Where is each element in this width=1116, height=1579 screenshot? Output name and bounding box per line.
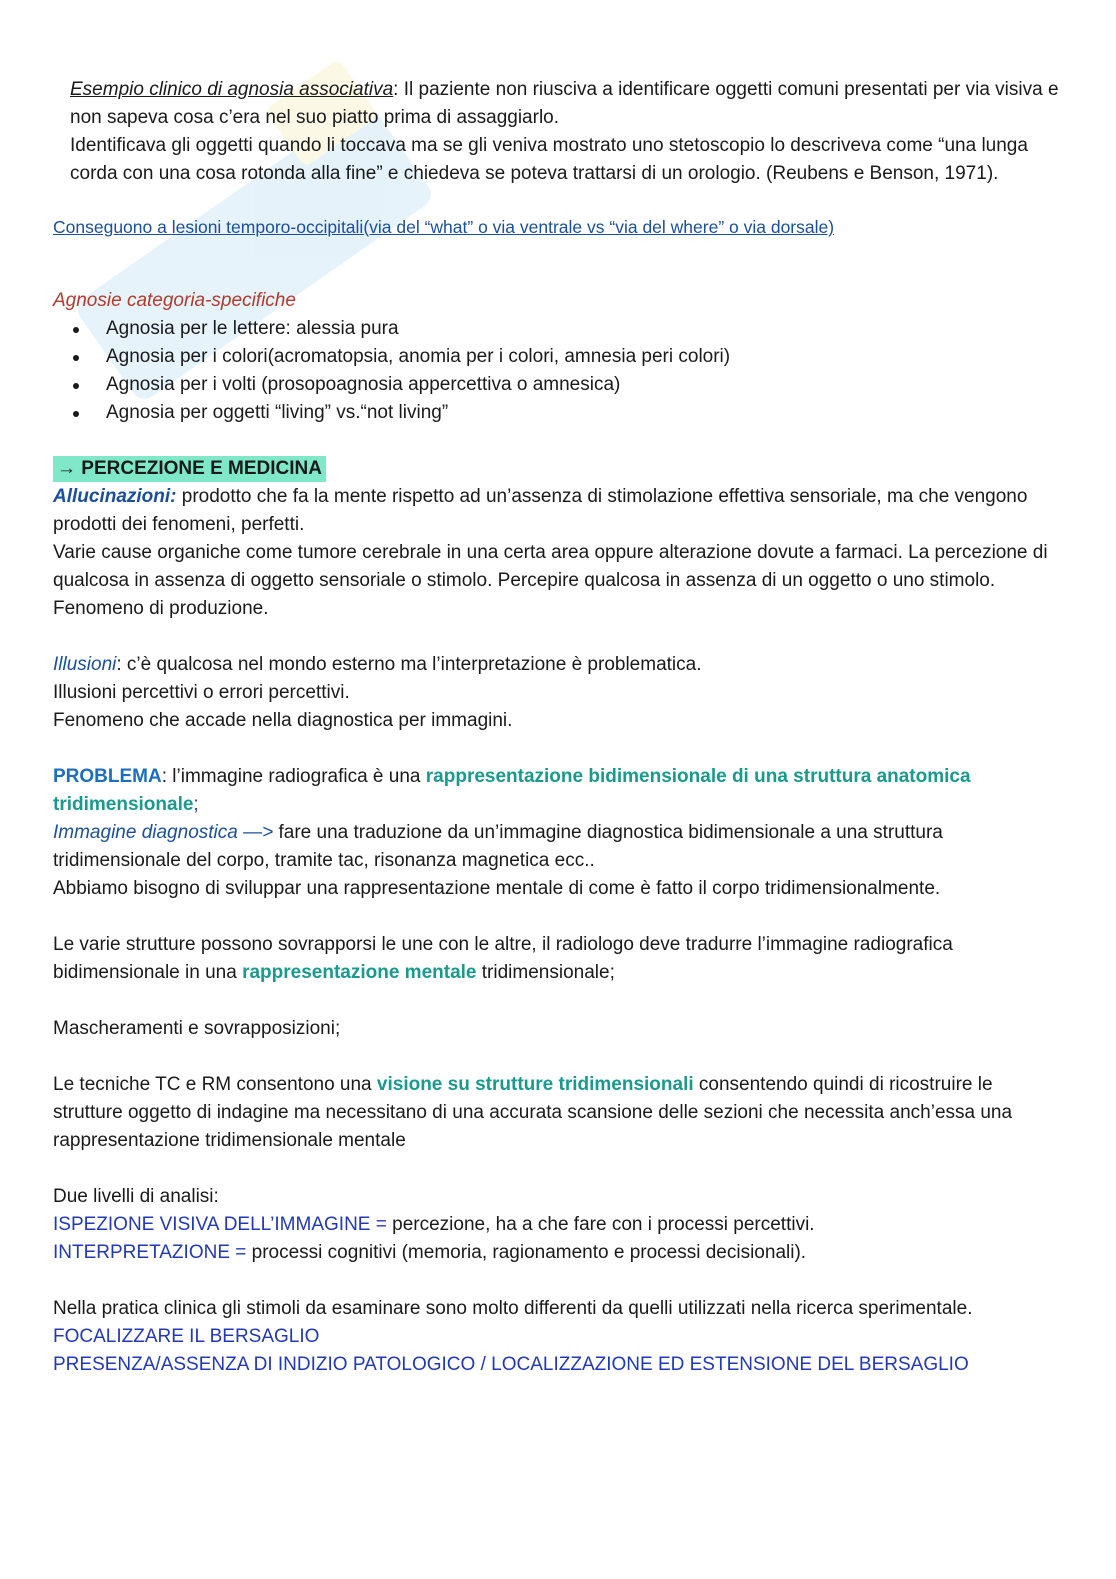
list-item: Agnosia per oggetti “living” vs.“not living” — [53, 399, 1063, 427]
mascheramenti-line: Mascheramenti e sovrapposizioni; — [53, 1018, 341, 1039]
problema-paragraph — [53, 763, 1063, 819]
livello-1-text: percezione, ha a che fare con i processi percettivi. — [386, 1214, 815, 1235]
clinical-example — [53, 76, 1063, 132]
problema-end: ; — [193, 794, 199, 815]
tecniche-highlight: visione su strutture tridimensionali — [376, 1074, 694, 1095]
strutture-highlight: rappresentazione mentale — [242, 962, 477, 983]
livello-2-term: INTERPRETAZIONE = — [53, 1242, 247, 1263]
strutture-paragraph — [53, 931, 1063, 987]
livello-1-term: ISPEZIONE VISIVA DELL’IMMAGINE = — [53, 1214, 387, 1235]
problema-text-2: Abbiamo bisogno di sviluppar una rappresentazione mentale di come è fatto il corpo tridimensionalmente. — [53, 878, 941, 899]
allucinazioni-text: prodotto che fa la mente rispetto ad un’assenza di stimolazione effettiva sensoriale, ma che vengono prodotti dei fenomeni, perfetti. — [53, 486, 1028, 535]
allucinazioni-term: Allucinazioni: — [53, 486, 177, 507]
livelli-intro: Due livelli di analisi: — [53, 1186, 219, 1207]
illusioni-paragraph — [53, 651, 1063, 679]
tecniche-paragraph — [53, 1071, 1063, 1155]
allucinazioni-paragraph — [53, 483, 1063, 539]
list-item: Agnosia per i colori(acromatopsia, anomia per i colori, amnesia peri colori) — [53, 343, 1063, 371]
strutture-text-2: tridimensionale; — [476, 962, 615, 983]
livello-2-text: processi cognitivi (memoria, ragionamento e processi decisionali). — [246, 1242, 807, 1263]
illusioni-text-3: Fenomeno che accade nella diagnostica per immagini. — [53, 710, 513, 731]
pratica-line-1: FOCALIZZARE IL BERSAGLIO — [53, 1326, 320, 1347]
example-text: : Il paziente non riusciva a identificare oggetti comuni presentati per via visiva e non sapeva cosa c’era nel suo piatto prima di assaggiarlo. — [70, 79, 1059, 128]
strutture-text: Le varie strutture possono sovrapporsi le une con le altre, il radiologo deve tradurre l’immagine radiografica bidimensionale in una — [53, 934, 953, 983]
lesion-link[interactable]: Conseguono a lesioni temporo-occipitali(via del “what” o via ventrale vs “via del where” o via dorsale) — [53, 217, 835, 237]
agnosie-heading: Agnosie categoria-specifiche — [53, 290, 296, 311]
illusioni-term: Illusioni — [53, 654, 117, 675]
diagnostica-paragraph — [53, 819, 1063, 875]
tecniche-text-2: consentendo quindi di ricostruire le strutture oggetto di indagine ma necessitano di una accurata scansione delle sezioni che necessita anch’essa una rappresentazione tridimensionale mentale — [53, 1074, 1013, 1151]
allucinazioni-text-2: Varie cause organiche come tumore cerebrale in una certa area oppure alterazione dovute a farmaci. La percezione di qualcosa in assenza di oggetto sensoriale o stimolo. Percepire qualcosa in assenza di un oggetto o uno stimolo. Fenomeno di produzione. — [53, 542, 1048, 619]
pratica-paragraph: Nella pratica clinica gli stimoli da esaminare sono molto differenti da quelli utilizzati nella ricerca sperimentale. — [53, 1298, 973, 1319]
problema-term: PROBLEMA — [53, 766, 162, 787]
list-item: Agnosia per le lettere: alessia pura — [53, 315, 1063, 343]
problema-text: : l’immagine radiografica è una — [161, 766, 426, 787]
section-heading: → PERCEZIONE E MEDICINA — [53, 456, 326, 482]
pratica-line-2: PRESENZA/ASSENZA DI INDIZIO PATOLOGICO / LOCALIZZAZIONE ED ESTENSIONE DEL BERSAGLIO — [53, 1354, 969, 1375]
list-item: Agnosia per i volti (prosopoagnosia appercettiva o amnesica) — [53, 371, 1063, 399]
problema-highlight: rappresentazione bidimensionale di una struttura anatomica tridimensionale — [53, 766, 971, 815]
illusioni-text: : c’è qualcosa nel mondo esterno ma l’interpretazione è problematica. — [116, 654, 702, 675]
example-text-2: Identificava gli oggetti quando li toccava ma se gli veniva mostrato uno stetoscopio lo descriveva come “una lunga corda con una cosa rotonda alla fine” e chiedeva se poteva trattarsi di un orologio. (Reubens e Benson, 1971). — [70, 135, 1028, 184]
example-title: Esempio clinico di agnosia associativa — [70, 79, 394, 100]
agnosie-list — [53, 315, 1063, 427]
page-content — [53, 76, 1063, 1379]
livello-1 — [53, 1211, 1063, 1239]
diagnostica-term: Immagine diagnostica —> — [53, 822, 274, 843]
diagnostica-text: fare una traduzione da un’immagine diagnostica bidimensionale a una struttura tridimensionale del corpo, tramite tac, risonanza magnetica ecc.. — [53, 822, 943, 871]
illusioni-text-2: Illusioni percettivi o errori percettivi. — [53, 682, 350, 703]
livello-2 — [53, 1239, 1063, 1267]
tecniche-text: Le tecniche TC e RM consentono una — [53, 1074, 377, 1095]
